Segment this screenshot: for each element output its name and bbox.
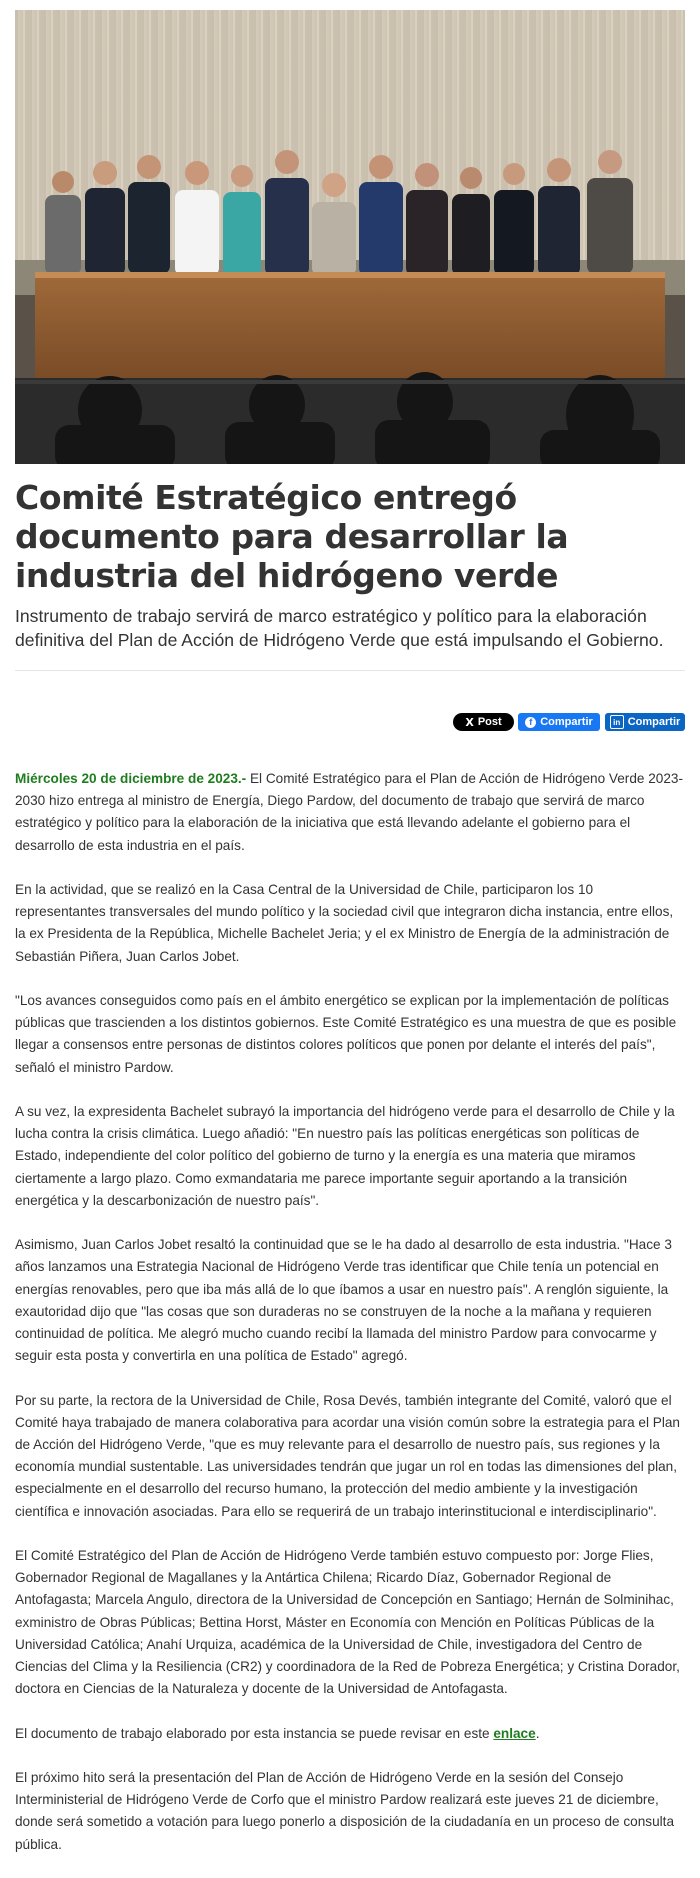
paragraph-6: Por su parte, la rectora de la Universidad de Chile, Rosa Devés, también integrante del Comité, valoró que el Comité haya trabajado de manera colaborativa para acordar una visión común sobre la estrategia para el Plan de Acción del Hidrógeno Verde, "que es muy relevante para el desarrollo de nuestro país, sus regiones y la economía mundial sustentable. Las universidades tendrán que jugar un rol en todas las dimensiones del plan, especialmente en el desarrollo del recurso humano, la protección del medio ambiente y la investigación científica e innovación asociadas. Para ello se requerirá de un trabajo interinstitucional e interdisciplinario". [15,1392,680,1519]
share-facebook-label: Compartir [540,716,593,728]
divider [15,670,685,671]
paragraph-3: "Los avances conseguidos como país en el ámbito energético se explican por la implementación de políticas públicas que trascienden a los distintos gobiernos. Este Comité Estratégico es una muestra de que es posible llegar a consensos entre personas de distintos colores políticos que ponen por delante el interés del país", señaló el ministro Pardow. [15,993,677,1075]
share-x-label: Post [477,716,502,728]
dateline: Miércoles 20 de diciembre de 2023.- [15,771,247,786]
paragraph-8-text: El documento de trabajo elaborado por esta instancia se puede revisar en este [15,1725,494,1741]
share-linkedin-button[interactable] [605,713,685,731]
share-facebook-button[interactable] [518,713,600,731]
hero-photo [15,10,685,464]
paragraph-9: El próximo hito será la presentación del Plan de Acción de Hidrógeno Verde en la sesión del Consejo Interministerial de Hidrógeno Verde de Corfo que el ministro Pardow realizará este jueves 21 de diciembre, donde será sometido a votación para luego ponerlo a disposición de la ciudadanía en un proceso de consulta pública. [15,1770,674,1852]
article-body [15,768,687,1878]
paragraph-5: Asimismo, Juan Carlos Jobet resaltó la continuidad que se le ha dado al desarrollo de esta industria. "Hace 3 años lanzamos una Estrategia Nacional de Hidrógeno Verde tras identificar que Chile tenía un potencial en energías renovables, pero que iba más allá de lo que íbamos a usar en nuestro país". A renglón siguiente, la exautoridad dijo que "las cosas que son duraderas no se construyen de la noche a la mañana y requieren continuidad de política. Me alegró mucho cuando recibí la llamada del ministro Pardow para convocarme y seguir esta posta y convertirla en una política de Estado" agregó. [15,1237,672,1364]
facebook-icon: f [525,717,536,728]
paragraph-1-text: El Comité Estratégico para el Plan de Acción de Hidrógeno Verde 2023-2030 hizo entrega al ministro de Energía, Diego Pardow, del documento de trabajo que servirá de marco estratégico y político para la elaboración de la iniciativa que está llevando adelante el gobierno para el desarrollo de esta industria en el país. [15,771,683,853]
paragraph-1 [15,768,687,857]
article-subtitle: Instrumento de trabajo servirá de marco estratégico y político para la elaboración definitiva del Plan de Acción de Hidrógeno Verde que está impulsando el Gobierno. [15,606,664,650]
paragraph-7: El Comité Estratégico del Plan de Acción de Hidrógeno Verde también estuvo compuesto por: Jorge Flies, Gobernador Regional de Magallanes y la Antártica Chilena; Ricardo Díaz, Gobernador Regional de Antofagasta; Marcela Angulo, directora de la Universidad de Concepción en Santiago; Hernán de Solminihac, exministro de Obras Públicas; Bettina Horst, Máster en Economía con Mención en Políticas Públicas de la Universidad Católica; Anahí Urquiza, académica de la Universidad de Chile, investigadora del Centro de Ciencias del Clima y la Resiliencia (CR2) y coordinadora de la Red de Pobreza Energética; y Cristina Dorador, doctora en Ciencias de la Naturaleza y docente de la Universidad de Antofagasta. [15,1548,680,1697]
paragraph-4: A su vez, la expresidenta Bachelet subrayó la importancia del hidrógeno verde para el desarrollo de Chile y la lucha contra la crisis climática. Luego añadió: "En nuestro país las políticas energéticas son políticas de Estado, independiente del color político del gobierno de turno y la energía es una materia que miramos ciertamente a largo plazo. Como exmandataria me parece importante seguir aportando a la transición energética y la descarbonización de nuestro país". [15,1104,675,1208]
paragraph-8 [15,1723,687,1745]
share-x-button[interactable] [453,713,514,731]
document-link[interactable]: enlace [493,1725,536,1741]
paragraph-8-end: . [535,1725,540,1741]
article-title: Comité Estratégico entregó documento para desarrollar la industria del hidrógeno verde [15,478,569,595]
linkedin-icon: in [610,715,624,729]
ceremony-photo-illustration [15,10,685,464]
paragraph-2: En la actividad, que se realizó en la Casa Central de la Universidad de Chile, participaron los 10 representantes transversales del mundo político y la sociedad civil que integraron dicha instancia, entre ellos, la ex Presidenta de la República, Michelle Bachelet Jeria; y el ex Ministro de Energía de la administración de Sebastián Piñera, Juan Carlos Jobet. [15,882,674,964]
x-icon: X [465,715,474,729]
share-linkedin-label: Compartir [627,716,681,728]
